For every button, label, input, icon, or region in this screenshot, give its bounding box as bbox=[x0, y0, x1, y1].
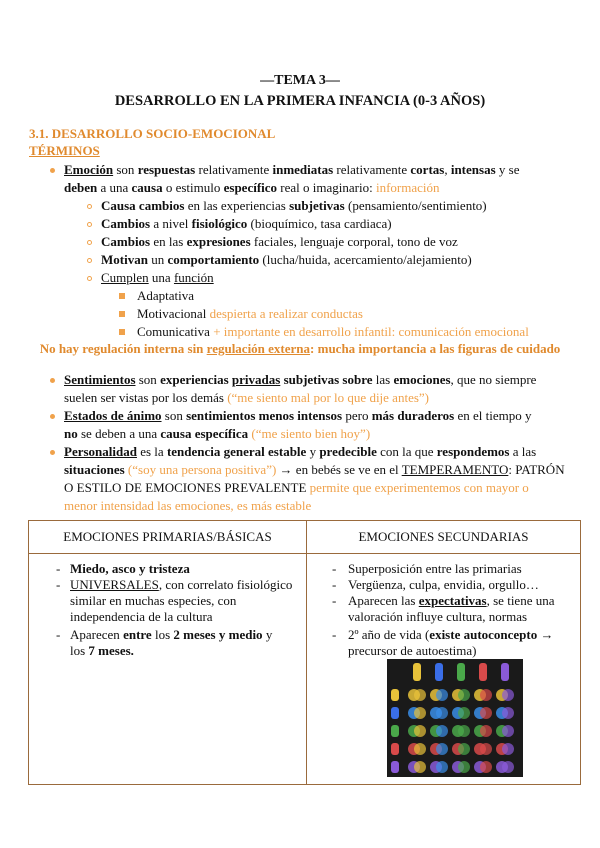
emotion-blend-circle bbox=[436, 707, 448, 719]
list-item: Vergüenza, culpa, envidia, orgullo… bbox=[348, 577, 539, 592]
list-item: Miedo, asco y tristeza bbox=[70, 561, 190, 576]
character-figure bbox=[501, 663, 509, 681]
emotion-blend-circle bbox=[458, 725, 470, 737]
sentimientos-line-2: suelen ser vistas por los demás (“me siento mal por lo que dije antes”) bbox=[64, 390, 429, 405]
character-figure bbox=[391, 761, 399, 773]
emotion-blend-circle bbox=[414, 761, 426, 773]
emotion-blend-circle bbox=[414, 743, 426, 755]
emotion-blend-circle bbox=[458, 707, 470, 719]
emotion-blend-circle bbox=[414, 725, 426, 737]
tema-heading: —TEMA 3— bbox=[260, 73, 340, 88]
emotion-blend-circle bbox=[502, 707, 514, 719]
funcion-item: Adaptativa bbox=[137, 288, 195, 303]
list-item-cont: similar en muchas especies, con bbox=[70, 593, 237, 608]
emotion-blend-circle bbox=[480, 725, 492, 737]
personalidad-line-2: situaciones (“soy una persona positiva”) → en bebés se ve en el TEMPERAMENTO: PATRÓN bbox=[64, 462, 565, 477]
list-item: Superposición entre las primarias bbox=[348, 561, 522, 576]
table-header-primarias: EMOCIONES PRIMARIAS/BÁSICAS bbox=[29, 521, 307, 554]
dash-icon: - bbox=[56, 577, 61, 592]
emotion-blend-circle bbox=[414, 689, 426, 701]
sub-item: Causa cambios en las experiencias subjetivas (pensamiento/sentimiento) bbox=[101, 198, 487, 213]
circle-bullet-icon bbox=[87, 204, 92, 209]
dash-icon: - bbox=[56, 561, 61, 576]
emotion-blend-circle bbox=[458, 743, 470, 755]
personalidad-line-3: O ESTILO DE EMOCIONES PREVALENTE permite que experimentemos con mayor o bbox=[64, 480, 529, 495]
dash-icon: - bbox=[332, 627, 337, 642]
emotion-blend-circle bbox=[480, 707, 492, 719]
emotion-blend-circle bbox=[436, 689, 448, 701]
secundarias-cell bbox=[307, 554, 581, 785]
character-figure bbox=[391, 743, 399, 755]
emotion-blend-circle bbox=[502, 725, 514, 737]
emotion-blend-circle bbox=[480, 743, 492, 755]
square-bullet-icon bbox=[119, 311, 125, 317]
emocion-line-1: Emoción son respuestas relativamente inmediatas relativamente cortas, intensas y se bbox=[64, 162, 520, 177]
circle-bullet-icon bbox=[87, 240, 92, 245]
emotion-blend-circle bbox=[414, 707, 426, 719]
list-item-cont: precursor de autoestima) bbox=[348, 643, 477, 658]
character-figure bbox=[479, 663, 487, 681]
circle-bullet-icon bbox=[87, 276, 92, 281]
animo-line-2: no se deben a una causa específica (“me siento bien hoy”) bbox=[64, 426, 371, 441]
bullet-icon bbox=[50, 378, 55, 383]
dash-icon: - bbox=[56, 627, 61, 642]
sentimientos-line-1: Sentimientos son experiencias privadas subjetivas sobre las emociones, que no siempre bbox=[64, 372, 537, 387]
bullet-icon bbox=[50, 450, 55, 455]
page-title: DESARROLLO EN LA PRIMERA INFANCIA (0-3 AÑOS) bbox=[114, 93, 486, 109]
dash-icon: - bbox=[332, 593, 337, 608]
terms-heading: TÉRMINOS bbox=[29, 143, 100, 158]
dash-icon: - bbox=[332, 561, 337, 576]
character-figure bbox=[457, 663, 465, 681]
emotion-blend-circle bbox=[458, 689, 470, 701]
section-heading: 3.1. DESARROLLO SOCIO-EMOCIONAL bbox=[29, 126, 276, 141]
circle-bullet-icon bbox=[87, 222, 92, 227]
personalidad-line-4: menor intensidad las emociones, es más estable bbox=[64, 498, 312, 513]
emotion-blend-circle bbox=[480, 689, 492, 701]
bullet-icon bbox=[50, 168, 55, 173]
sub-item: Motivan un comportamiento (lucha/huida, acercamiento/alejamiento) bbox=[101, 252, 472, 267]
circle-bullet-icon bbox=[87, 258, 92, 263]
list-item: Aparecen entre los 2 meses y medio y bbox=[70, 627, 273, 642]
emotions-table bbox=[28, 520, 581, 785]
funcion-item: Motivacional despierta a realizar conductas bbox=[137, 306, 363, 321]
emotion-blend-circle bbox=[458, 761, 470, 773]
character-figure bbox=[413, 663, 421, 681]
square-bullet-icon bbox=[119, 293, 125, 299]
emotion-blend-circle bbox=[436, 761, 448, 773]
list-item-cont: los 7 meses. bbox=[70, 643, 134, 658]
list-item: UNIVERSALES, con correlato fisiológico bbox=[70, 577, 293, 592]
emocion-line-2: deben a una causa o estimulo específico real o imaginario: información bbox=[64, 180, 440, 195]
emotions-grid-image bbox=[387, 659, 523, 777]
emotion-blend-circle bbox=[502, 761, 514, 773]
emotion-blend-circle bbox=[436, 743, 448, 755]
list-item: Aparecen las expectativas, se tiene una bbox=[348, 593, 555, 608]
cumplen-item: Cumplen una función bbox=[101, 270, 214, 285]
character-figure bbox=[391, 689, 399, 701]
bullet-icon bbox=[50, 414, 55, 419]
personalidad-line-1: Personalidad es la tendencia general estable y predecible con la que respondemos a las bbox=[64, 444, 537, 459]
sub-item: Cambios en las expresiones faciales, lenguaje corporal, tono de voz bbox=[101, 234, 458, 249]
emotion-blend-circle bbox=[502, 689, 514, 701]
emotion-blend-circle bbox=[436, 725, 448, 737]
square-bullet-icon bbox=[119, 329, 125, 335]
primarias-cell bbox=[29, 554, 307, 785]
sub-item: Cambios a nivel fisiológico (bioquímico, tasa cardiaca) bbox=[101, 216, 392, 231]
character-figure bbox=[391, 707, 399, 719]
emotion-blend-circle bbox=[502, 743, 514, 755]
funcion-item: Comunicativa + importante en desarrollo infantil: comunicación emocional bbox=[137, 324, 529, 339]
character-figure bbox=[435, 663, 443, 681]
table-header-secundarias: EMOCIONES SECUNDARIAS bbox=[307, 521, 581, 554]
regulacion-note: No hay regulación interna sin regulación externa: mucha importancia a las figuras de cuidado bbox=[39, 341, 561, 356]
character-figure bbox=[391, 725, 399, 737]
animo-line-1: Estados de ánimo son sentimientos menos intensos pero más duraderos en el tiempo y bbox=[64, 408, 532, 423]
list-item-cont: valoración influye cultura, normas bbox=[348, 609, 528, 624]
dash-icon: - bbox=[332, 577, 337, 592]
list-item-cont: independencia de la cultura bbox=[70, 609, 213, 624]
emotion-blend-circle bbox=[480, 761, 492, 773]
list-item: 2º año de vida (existe autoconcepto → bbox=[348, 627, 554, 642]
